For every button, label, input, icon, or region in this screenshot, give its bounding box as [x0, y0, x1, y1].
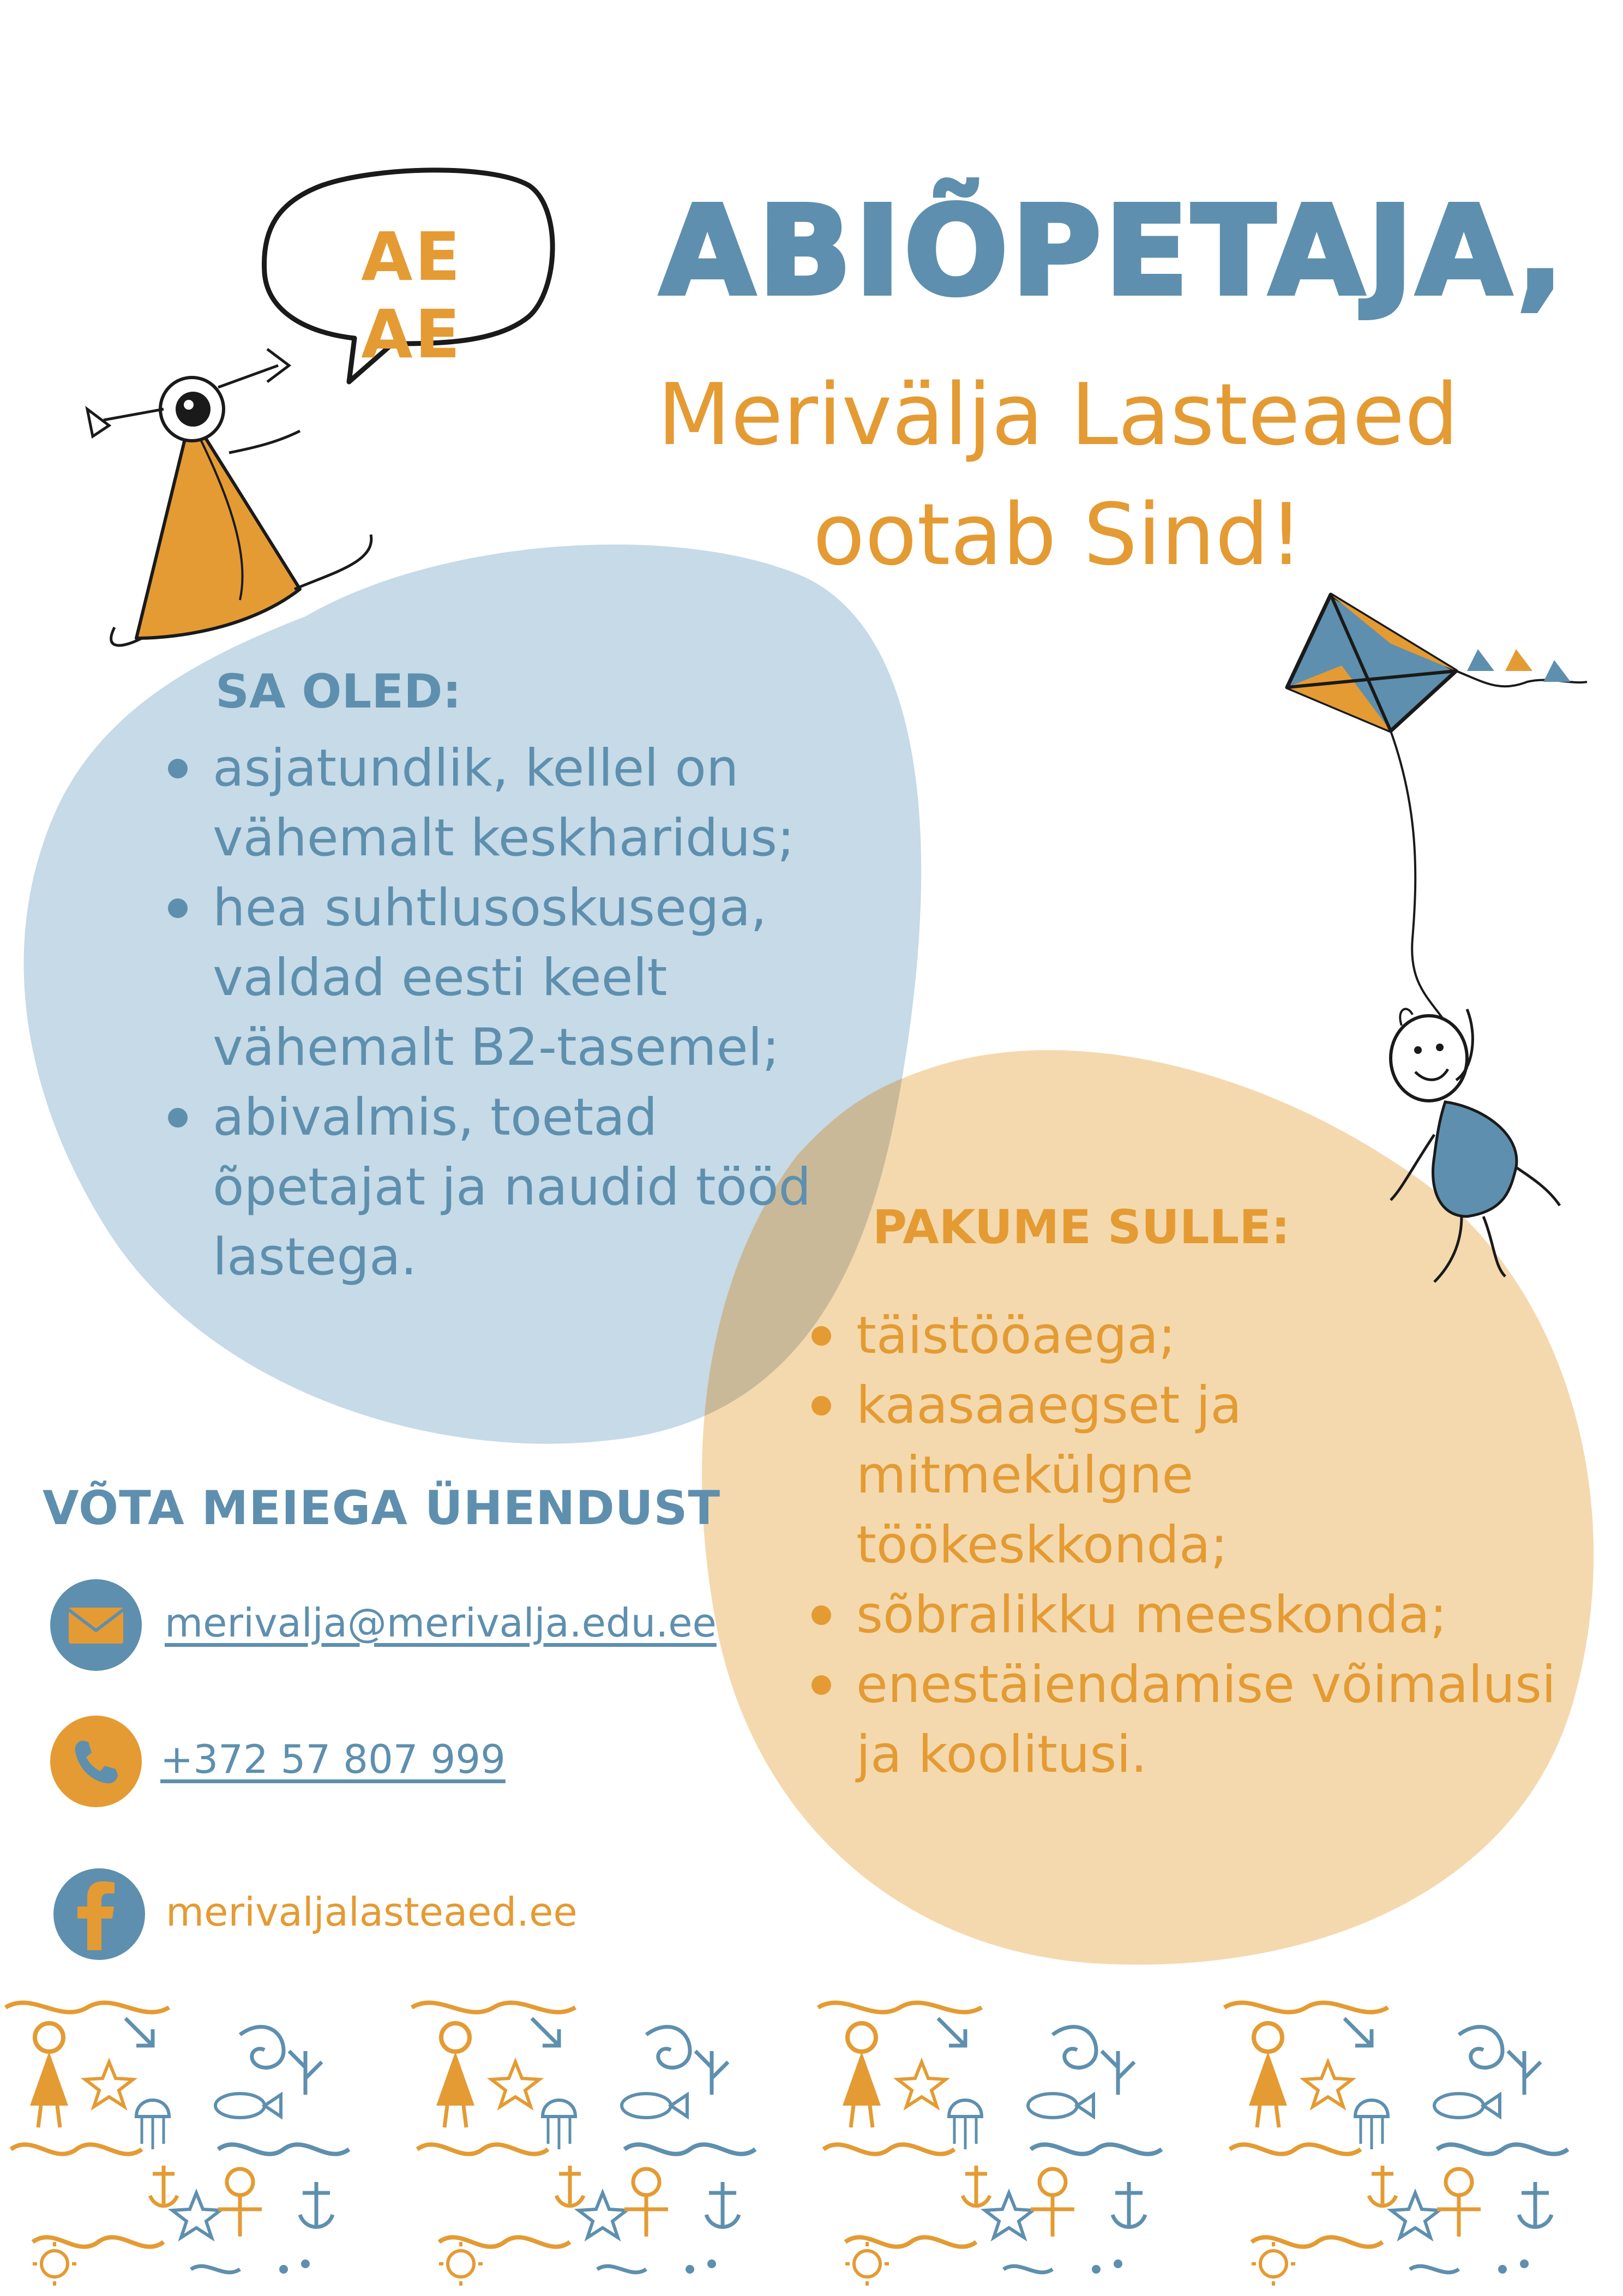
phone-icon[interactable]: [50, 1716, 142, 1807]
list-item: asjatundlik, kellel on vähemalt keskharidus;: [164, 734, 818, 873]
qualifications-heading: SA OLED:: [215, 664, 461, 719]
bubble-text: AE AE: [361, 218, 462, 373]
phone-link[interactable]: +372 57 807 999: [160, 1736, 506, 1782]
bullet-dot: [812, 1675, 831, 1695]
contact-heading: VÕTA MEIEGA ÜHENDUST: [43, 1481, 721, 1536]
bullet-dot: [812, 1326, 831, 1346]
bottom-pattern-decoration: [0, 1986, 1623, 2296]
girl-figure-icon: [71, 344, 398, 660]
list-item: täistööaega;: [807, 1301, 1571, 1371]
facebook-icon[interactable]: [53, 1868, 145, 1960]
kite-boy-icon: [1276, 589, 1603, 1331]
bullet-dot: [168, 1108, 188, 1128]
envelope-icon[interactable]: [50, 1579, 142, 1671]
list-item: abivalmis, toetad õpetajat ja naudid tööd lastega.: [164, 1083, 818, 1292]
bullet-dot: [168, 759, 188, 778]
kite-icon: [1287, 595, 1587, 731]
qualifications-list: [164, 734, 818, 1292]
facebook-link[interactable]: merivaljalasteaed.ee: [166, 1889, 578, 1935]
list-item: hea suhtlusoskusega, valdad eesti keelt vähemalt B2-tasemel;: [164, 873, 818, 1083]
page-subtitle: Merivälja Lasteaed ootab Sind!: [657, 365, 1459, 584]
list-item: enestäiendamise võimalusi ja koolitusi.: [807, 1650, 1571, 1790]
bullet-dot: [168, 898, 188, 918]
page-title: ABIÕPETAJA,: [660, 180, 1567, 323]
email-link[interactable]: merivalja@merivalja.edu.ee: [165, 1600, 717, 1646]
list-item: kaasaaegset ja mitmekülgne töökeskkonda;: [807, 1371, 1571, 1580]
offer-heading: PAKUME SULLE:: [873, 1200, 1290, 1255]
list-item: sõbralikku meeskonda;: [807, 1580, 1571, 1650]
offer-list: [807, 1301, 1571, 1790]
bullet-dot: [812, 1605, 831, 1625]
bullet-dot: [812, 1396, 831, 1416]
